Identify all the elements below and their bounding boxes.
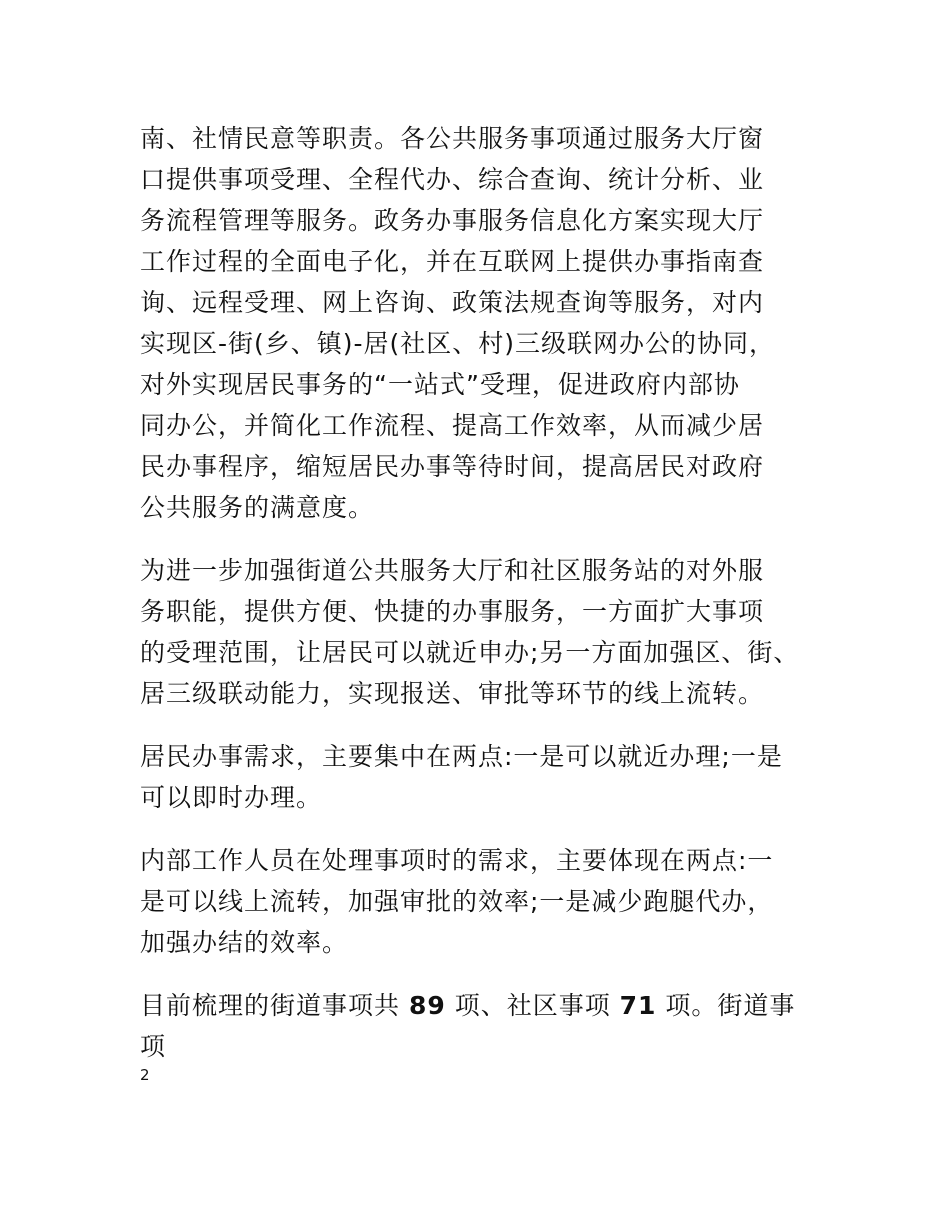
text-line: 南、社情民意等职责。各公共服务事项通过服务大厅窗 [140, 124, 765, 153]
text-line: 加强办结的效率。 [140, 928, 349, 957]
text-line: 居三级联动能力，实现报送、审批等环节的线上流转。 [140, 679, 765, 708]
text-line: 民办事程序，缩短居民办事等待时间，提高居民对政府 [140, 452, 765, 481]
paragraph-strengthen-services [140, 550, 820, 714]
community-item-count: 71 [619, 991, 657, 1020]
text-line: 是可以线上流转，加强审批的效率;一是减少跑腿代办， [140, 887, 774, 916]
text-line: 内部工作人员在处理事项时的需求，主要体现在两点:一 [140, 846, 774, 875]
text-segment: 项、社区事项 [445, 991, 620, 1020]
paragraph-staff-needs [140, 840, 820, 963]
text-line: 为进一步加强街道公共服务大厅和社区服务站的对外服 [140, 556, 765, 585]
text-line: 口提供事项受理、全程代办、综合查询、统计分析、业 [140, 165, 765, 194]
text-line: 居民办事需求，主要集中在两点:一是可以就近办理;一是 [140, 742, 783, 771]
page-number: 2 [140, 1066, 150, 1084]
text-line: 工作过程的全面电子化，并在互联网上提供办事指南查 [140, 247, 765, 276]
text-segment: 项。街道事 [656, 991, 796, 1020]
text-line [140, 985, 820, 1026]
text-line: 对外实现居民事务的“一站式”受理，促进政府内部协 [140, 370, 740, 399]
text-segment: 目前梳理的街道事项共 [140, 991, 409, 1020]
text-line: 务职能，提供方便、快捷的办事服务，一方面扩大事项 [140, 597, 765, 626]
text-line: 询、远程受理、网上咨询、政策法规查询等服务，对内 [140, 288, 765, 317]
paragraph-service-hall [140, 118, 820, 528]
paragraph-resident-needs [140, 736, 820, 818]
body-text [140, 118, 820, 1089]
text-line: 实现区-街(乡、镇)-居(社区、村)三级联网办公的协同， [140, 329, 776, 358]
text-line: 项 [140, 1032, 167, 1061]
text-line: 同办公，并简化工作流程、提高工作效率，从而减少居 [140, 411, 765, 440]
paragraph-item-count [140, 985, 820, 1067]
text-line: 务流程管理等服务。政务办事服务信息化方案实现大厅 [140, 206, 765, 235]
text-line: 公共服务的满意度。 [140, 493, 375, 522]
street-item-count: 89 [408, 991, 446, 1020]
text-line: 的受理范围，让居民可以就近申办;另一方面加强区、街、 [140, 638, 800, 667]
text-line: 可以即时办理。 [140, 783, 323, 812]
